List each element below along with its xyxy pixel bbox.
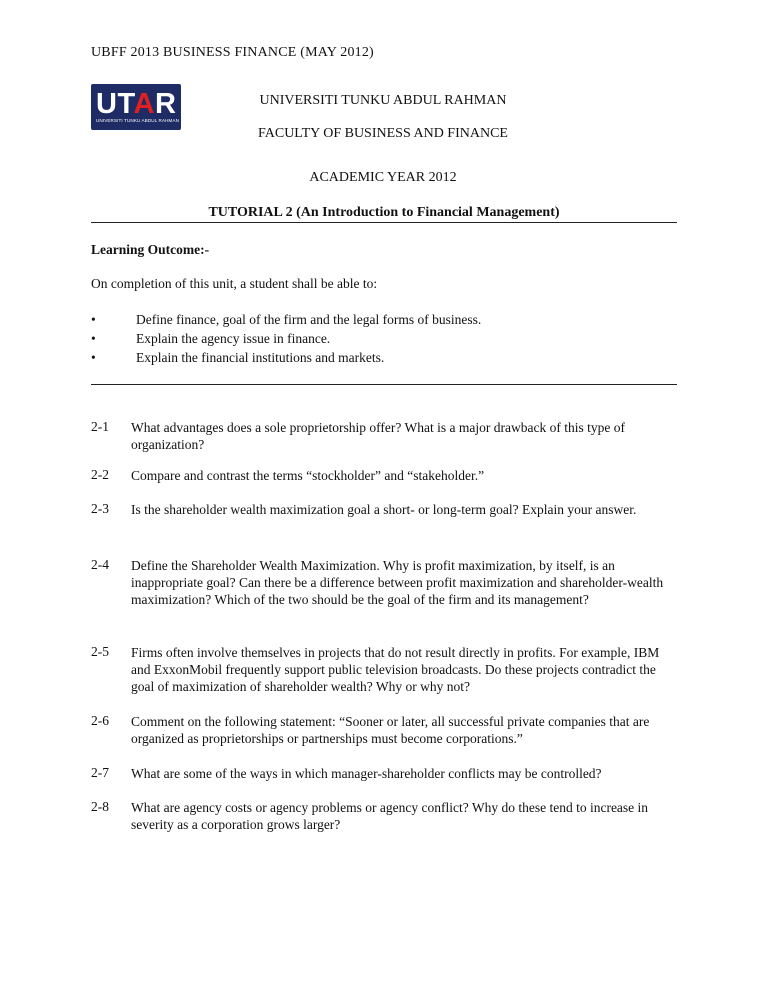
logo-caption: UNIVERSITI TUNKU ABDUL RAHMAN <box>96 118 180 123</box>
outcome-text: Explain the financial institutions and markets. <box>136 350 385 365</box>
question-number: 2-2 <box>91 467 109 482</box>
question-number: 2-1 <box>91 419 109 434</box>
list-item <box>91 329 481 348</box>
outcome-text: Explain the agency issue in finance. <box>136 331 331 346</box>
learning-outcome-intro: On completion of this unit, a student shall be able to: <box>91 276 378 291</box>
academic-year: ACADEMIC YEAR 2012 <box>309 170 457 185</box>
university-name: UNIVERSITI TUNKU ABDUL RAHMAN <box>259 93 507 108</box>
question-number: 2-3 <box>91 501 109 516</box>
bullet-icon: • <box>91 331 96 346</box>
learning-outcome-list <box>91 310 481 367</box>
question-text: Define the Shareholder Wealth Maximization. Why is profit maximization, by itself, is an inappropriate goal? Can there be a difference between profit maximization and shareholder-wealth maximization? Which of the two should be the goal of the firm and its management? <box>131 558 664 607</box>
outcome-text: Define finance, goal of the firm and the legal forms of business. <box>136 312 482 327</box>
tutorial-title: TUTORIAL 2 (An Introduction to Financial Management) <box>208 205 560 220</box>
utar-logo <box>91 84 181 130</box>
question-text: What are agency costs or agency problems or agency conflict? Why do these tend to increase in severity as a corporation grows larger? <box>131 800 649 832</box>
bullet-icon: • <box>91 350 96 365</box>
question-text: Comment on the following statement: “Sooner or later, all successful private companies that are organized as proprietorships or partnerships must become corporations.” <box>131 714 650 746</box>
section-divider <box>91 384 677 385</box>
question-number: 2-4 <box>91 557 109 572</box>
question-number: 2-8 <box>91 799 109 814</box>
question-text: Is the shareholder wealth maximization goal a short- or long-term goal? Explain your answer. <box>131 502 637 517</box>
course-header: UBFF 2013 BUSINESS FINANCE (MAY 2012) <box>91 45 374 60</box>
question-text: What are some of the ways in which manager-shareholder conflicts may be controlled? <box>131 766 602 781</box>
list-item <box>91 348 481 367</box>
question-text: Compare and contrast the terms “stockholder” and “stakeholder.” <box>131 468 485 483</box>
logo-wordmark: UTAR <box>96 88 177 120</box>
question-number: 2-5 <box>91 644 109 659</box>
title-divider <box>91 222 677 223</box>
question-text: What advantages does a sole proprietorship offer? What is a major drawback of this type of organization? <box>131 420 625 452</box>
list-item <box>91 310 481 329</box>
bullet-icon: • <box>91 312 96 327</box>
question-text: Firms often involve themselves in projects that do not result directly in profits. For example, IBM and ExxonMobil frequently support public television broadcasts. Do these projects contradict the goal of maximization of shareholder wealth? Why or why not? <box>131 645 660 694</box>
learning-outcome-heading: Learning Outcome:- <box>91 242 210 257</box>
faculty-name: FACULTY OF BUSINESS AND FINANCE <box>258 126 508 141</box>
question-number: 2-6 <box>91 713 109 728</box>
question-number: 2-7 <box>91 765 109 780</box>
